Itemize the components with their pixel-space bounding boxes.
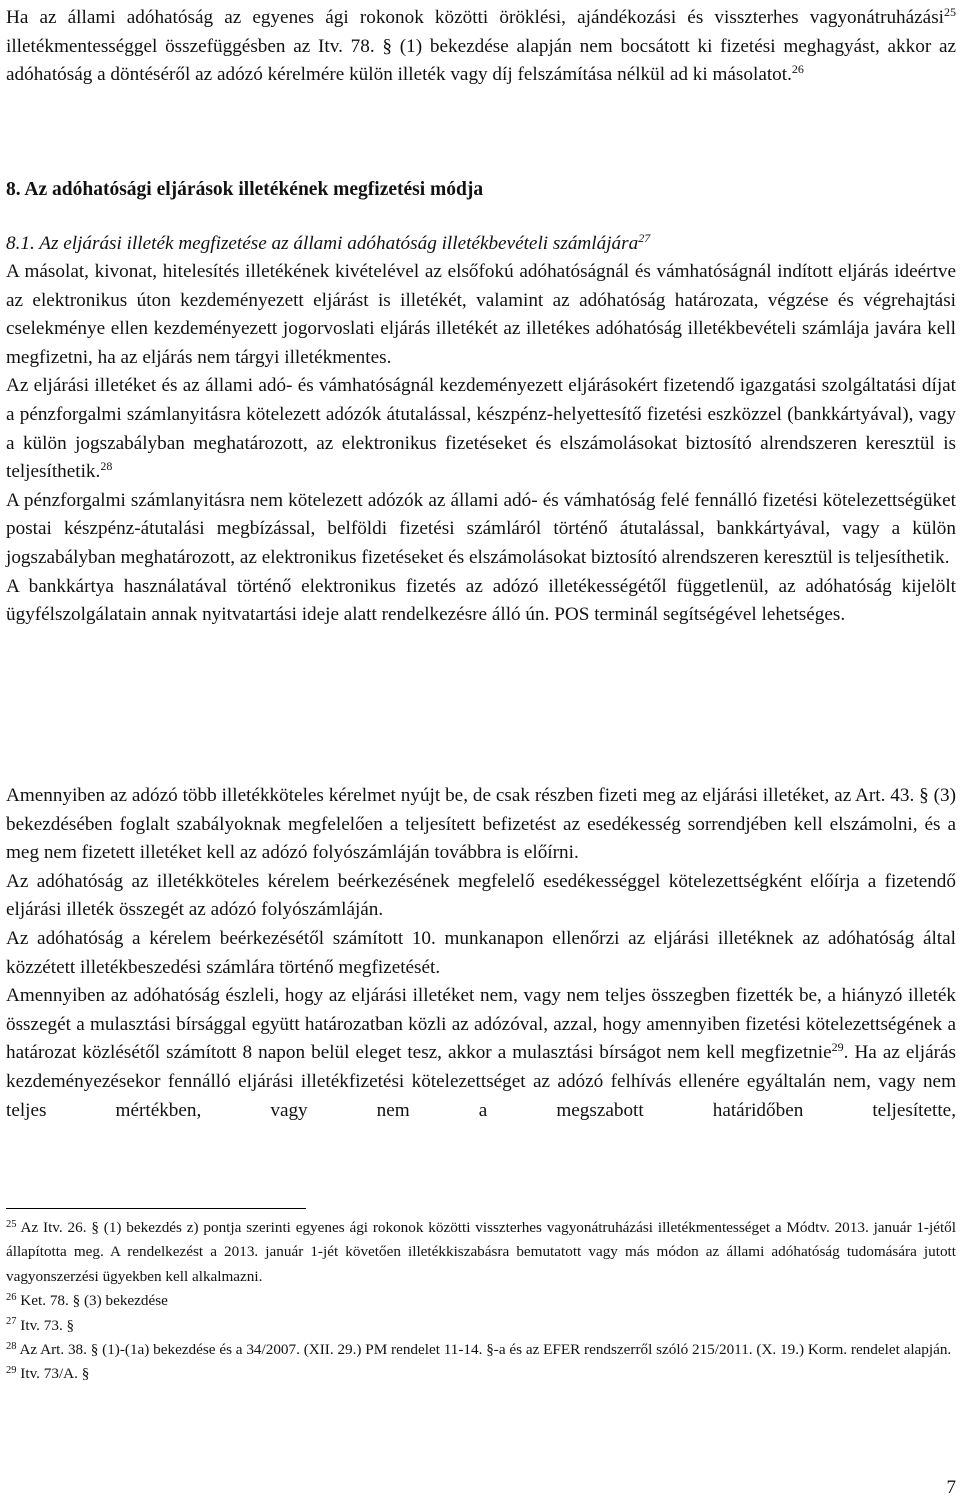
body-paragraph: Amennyiben az adózó több illetékköteles kérelmet nyújt be, de csak részben fizeti meg az eljárási illetéket, az Art. 43. § (3) bekezdésében foglalt szabályoknak megfelelően a teljesített befizetést az esedékesség sorrendjében kell elszámolni, és a meg nem fizetett illetéket kell az adózó folyószámláján továbbra is előírni. xyxy=(6,785,956,864)
body-paragraph: Amennyiben az adóhatóság észleli, hogy az eljárási illetéket nem, vagy nem teljes összegben fizették be, a hiányzó illeték összegét a mulasztási bírsággal együtt határozatban közli az adózóval, azzal, hogy amennyiben fizetési kötelezettségének a határozat közlésétől számított 8 napon belül eleget tesz, akkor a mulasztási bírságot nem kell megfizetnie$^{29}$. Ha az eljárás kezdeményezésekor fennálló eljárási illetékfizetési kötelezettséget az adózó felhívás ellenére egyáltalán nem, vagy nem teljes mértékben, vagy nem a megszabott határidőben teljesítette, xyxy=(6,985,956,1121)
footnote-ref[interactable]: 25 xyxy=(944,4,956,19)
intro-paragraph-block xyxy=(6,4,956,90)
footnote-ref[interactable]: 29 xyxy=(831,1040,844,1055)
footnote xyxy=(6,1362,956,1386)
subsection-heading: 8.1. Az eljárási illeték megfizetése az állami adóhatóság illetékbevételi számlájára$^{27}$ xyxy=(6,230,651,254)
footnote-number: 27 xyxy=(6,1316,17,1328)
body-paragraph: Az adóhatóság az illetékköteles kérelem beérkezésének megfelelő esedékességgel kötelezettségként előírja a fizetendő eljárási illeték összegét az adózó folyószámláján. xyxy=(6,870,956,921)
footnote-ref[interactable]: 27 xyxy=(638,230,651,245)
body-paragraph: A bankkártya használatával történő elektronikus fizetés az adózó illetékességétől függetlenül, az adóhatóság kijelölt ügyfélszolgálatain annak nyitvatartási ideje alatt rendelkezésre álló ún. POS terminál segítségével lehetséges. xyxy=(6,575,956,626)
section-heading: 8. Az adóhatósági eljárások illetékének megfizetési módja xyxy=(6,179,484,200)
intro-paragraph: Ha az állami adóhatóság az egyenes ági rokonok közötti öröklési, ajándékozási és visszterhes vagyonátruházási$^{25}$ illetékmentességgel összefüggésben az Itv. 78. § (1) bekezdése alapján nem bocsátott ki fizetési meghagyást, akkor az adóhatóság a döntéséről az adózó kérelmére külön illeték vagy díj felszámítása nélkül ad ki másolatot.$^{26}$ xyxy=(6,4,956,86)
body-paragraph: Az eljárási illetéket és az állami adó- és vámhatóságnál kezdeményezett eljárásokért fizetendő igazgatási szolgáltatási díjat a pénzforgalmi számlanyitásra kötelezett adózók átutalással, készpénz-helyettesítő fizetési eszközzel (bankkártyával), vagy a külön jogszabályban meghatározott, az elektronikus fizetéseket és elszámolásokat biztosító alrendszeren keresztül is teljesíthetik.$^{28}$ xyxy=(6,375,956,483)
footnote xyxy=(6,1338,956,1362)
footnote xyxy=(6,1216,956,1289)
footnote-ref[interactable]: 28 xyxy=(100,458,113,473)
footnote-text: Itv. 73/A. § xyxy=(16,1365,90,1383)
footnote-text: Az Itv. 26. § (1) bekezdés z) pontja szerinti egyenes ági rokonok közötti visszterhes vagyonátruházási illetékmentességet a Módtv. 2013. január 1-jétől állapította meg. A rendelkezést a 2013. január 1-jét követően illetékkiszabásra bemutatott vagy más módon az állami adóhatóság tudomására jutott vagyonszerzési ügyekben kell alkalmazni. xyxy=(6,1219,956,1285)
footnote-text: Ket. 78. § (3) bekezdése xyxy=(16,1292,168,1310)
body-paragraph: A pénzforgalmi számlanyitásra nem kötelezett adózók az állami adó- és vámhatóság felé fennálló fizetési kötelezettségüket postai készpénz-átutalási megbízással, belföldi fizetési számláról történő átutalással, bankkártyával, vagy a külön jogszabályban meghatározott, az elektronikus fizetéseket és elszámolásokat biztosító alrendszeren keresztül is teljesíthetik. xyxy=(6,489,956,568)
footnote-ref[interactable]: 26 xyxy=(791,62,804,76)
body-paragraph: Az adóhatóság a kérelem beérkezésétől számított 10. munkanapon ellenőrzi az eljárási illetéknek az adóhatóság által közzétett illetékbeszedési számlára történő megfizetését. xyxy=(6,927,956,978)
footnote xyxy=(6,1314,956,1338)
page-number: 7 xyxy=(946,1477,956,1498)
footnotes xyxy=(6,1216,956,1387)
footnote-number: 28 xyxy=(6,1340,17,1352)
body-paragraph: A másolat, kivonat, hitelesítés illetékének kivételével az elsőfokú adóhatóságnál és vámhatóságnál indított eljárás ideértve az elektronikus úton kezdeményezett eljárást is illetékét, valamint az adóhatóság határozata, végzése és végrehajtási cselekménye ellen kezdeményezett jogorvoslati eljárás illetékét az illetékes adóhatóság illetékbevételi számlája javára kell megfizetni, ha az eljárás nem tárgyi illetékmentes. xyxy=(6,261,956,368)
footnote-separator xyxy=(6,1208,306,1209)
footnote-text: Itv. 73. § xyxy=(16,1316,75,1334)
footnote-number: 26 xyxy=(6,1291,17,1303)
footnote-number: 25 xyxy=(6,1218,17,1230)
body-paragraphs xyxy=(6,258,956,630)
footnote-text: Az Art. 38. § (1)-(1a) bekezdése és a 34/2007. (XII. 29.) PM rendelet 11-14. §-a és az EFER rendszerről szóló 215/2011. (X. 19.) Korm. rendelet alapján. xyxy=(16,1341,952,1359)
footnote-number: 29 xyxy=(6,1365,17,1377)
body-paragraphs-2 xyxy=(6,782,956,1125)
footnote xyxy=(6,1289,956,1313)
